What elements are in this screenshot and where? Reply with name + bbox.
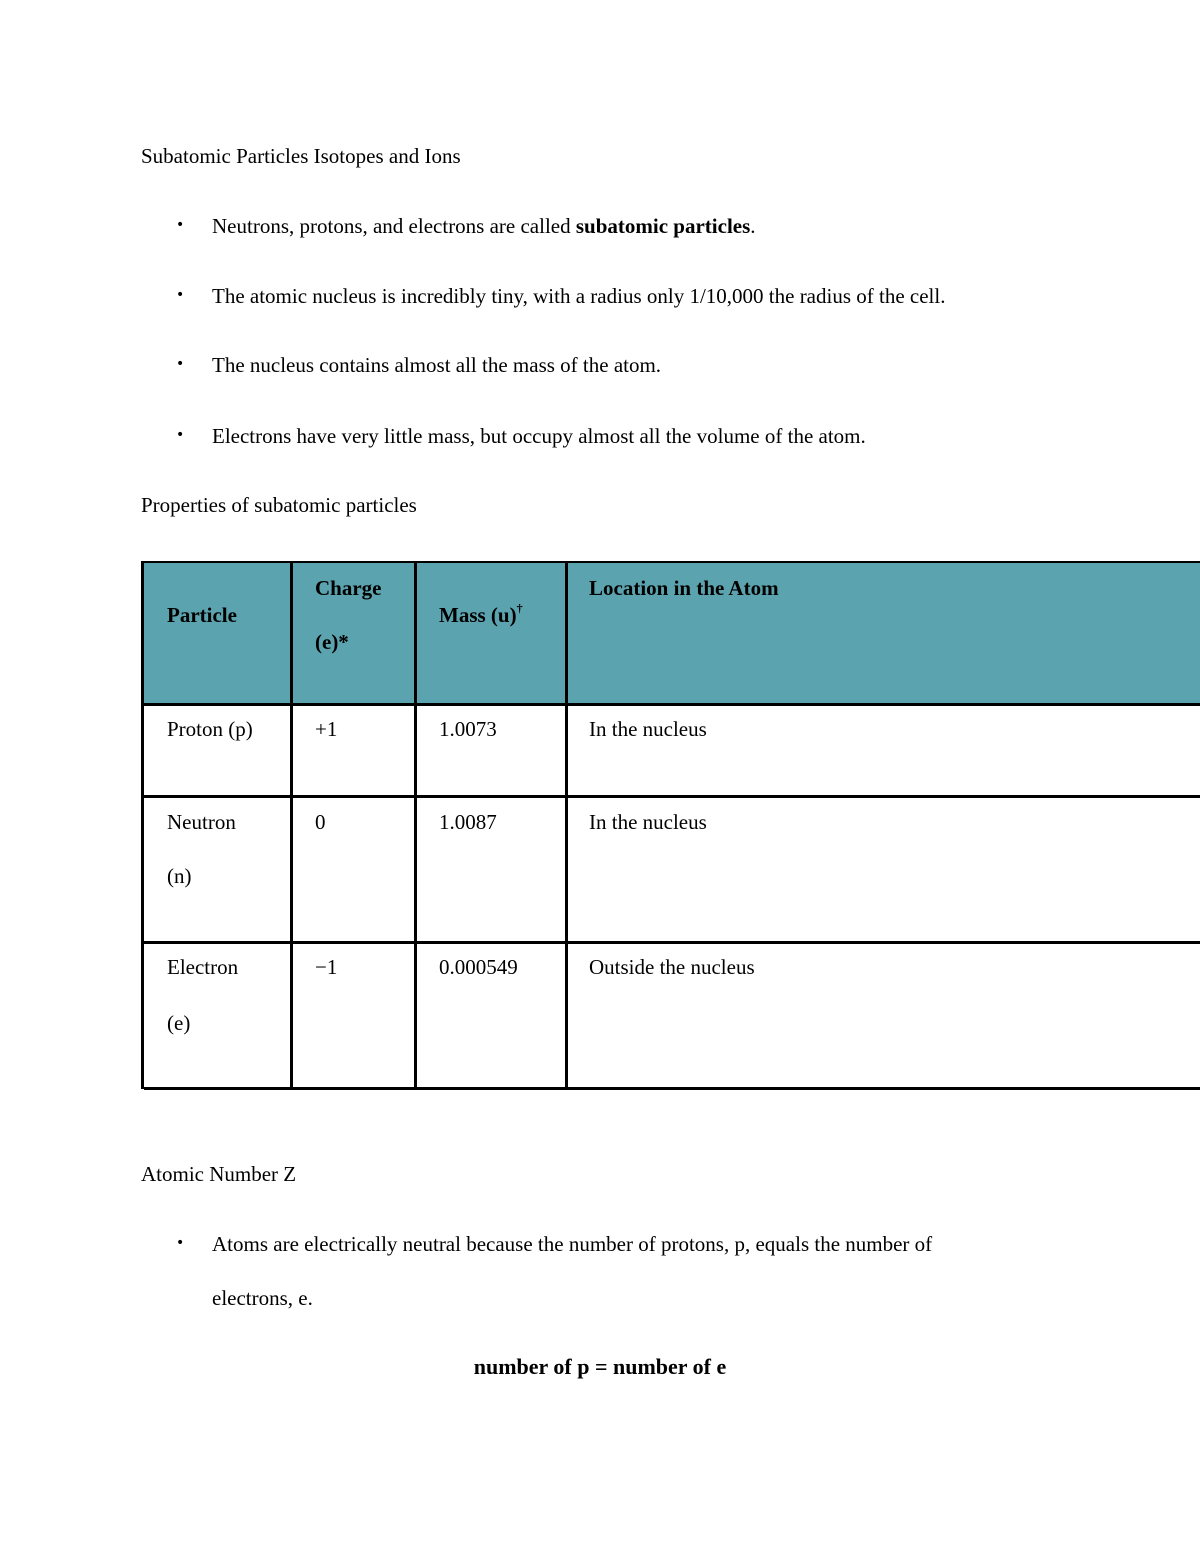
table-divider xyxy=(414,563,417,1089)
table-divider xyxy=(565,563,568,1089)
bullet-marker: • xyxy=(176,1235,185,1251)
table-divider xyxy=(144,703,1200,706)
cell-mass: 0.000549 xyxy=(439,955,518,979)
cell-mass: 1.0087 xyxy=(439,810,497,834)
cell-location: In the nucleus xyxy=(589,717,707,741)
properties-table xyxy=(141,561,1200,1089)
cell-location: In the nucleus xyxy=(589,810,707,834)
section-heading-properties: Properties of subatomic particles xyxy=(141,493,417,517)
cell-particle: Electron xyxy=(167,955,239,979)
bullet-marker: • xyxy=(176,427,185,443)
header-location: Location in the Atom xyxy=(589,576,779,600)
bold-term: subatomic particles xyxy=(575,214,751,238)
bullet-text: The nucleus contains almost all the mass of the atom. xyxy=(212,353,662,377)
dagger-mark: † xyxy=(516,601,523,615)
bullet-marker: • xyxy=(176,356,185,372)
bullet-text: Atoms are electrically neutral because the number of protons, p, equals the number of xyxy=(212,1232,933,1256)
table-divider xyxy=(144,1087,1200,1090)
bullet-marker: • xyxy=(176,217,185,233)
cell-charge: +1 xyxy=(315,717,338,741)
table-divider xyxy=(144,795,1200,798)
bullet-text-continued: electrons, e. xyxy=(212,1286,313,1310)
cell-charge: −1 xyxy=(315,955,338,979)
section-heading-subatomic: Subatomic Particles Isotopes and Ions xyxy=(141,144,461,168)
cell-particle: Proton (p) xyxy=(167,717,253,741)
table-divider xyxy=(144,941,1200,944)
cell-location: Outside the nucleus xyxy=(589,955,755,979)
bullet-text: The atomic nucleus is incredibly tiny, with a radius only 1/10,000 the radius of the cell. xyxy=(212,284,946,308)
formula: number of p = number of e xyxy=(473,1354,727,1379)
cell-particle-symbol: (e) xyxy=(167,1011,191,1035)
section-heading-atomic-number: Atomic Number Z xyxy=(141,1162,297,1186)
header-charge: Charge xyxy=(315,576,382,600)
cell-particle-symbol: (n) xyxy=(167,864,192,888)
bullet-text: Neutrons, protons, and electrons are called subatomic particles. xyxy=(212,214,756,238)
table-divider xyxy=(290,563,293,1089)
header-mass: Mass (u)† xyxy=(439,601,523,627)
header-charge-unit: (e)* xyxy=(315,630,349,654)
bullet-marker: • xyxy=(176,287,185,303)
cell-mass: 1.0073 xyxy=(439,717,497,741)
cell-charge: 0 xyxy=(315,810,326,834)
header-particle: Particle xyxy=(167,603,237,627)
cell-particle: Neutron xyxy=(167,810,236,834)
bullet-text: Electrons have very little mass, but occupy almost all the volume of the atom. xyxy=(212,424,866,448)
